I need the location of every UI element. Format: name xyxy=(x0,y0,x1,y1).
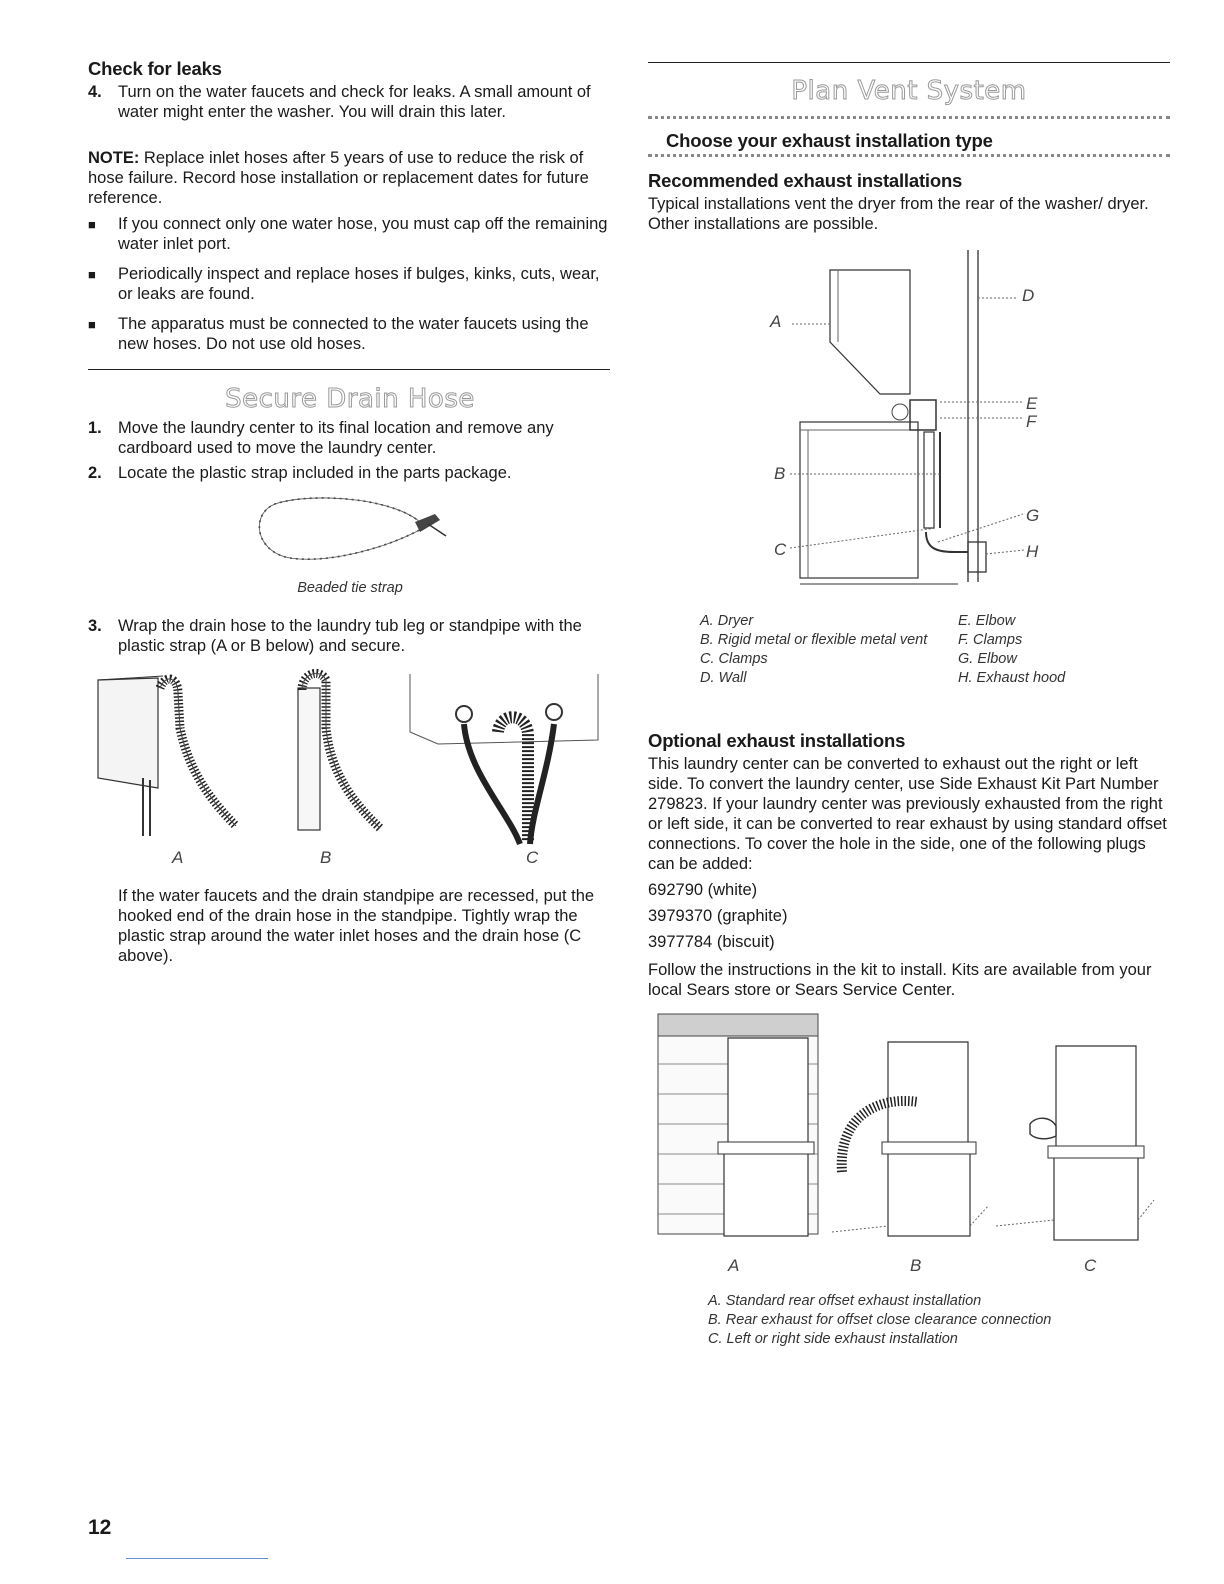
dotted-divider xyxy=(648,116,1170,119)
plug-item: 692790 (white) xyxy=(648,881,758,899)
choose-exhaust-heading: Choose your exhaust installation type xyxy=(666,130,993,151)
bullet-text: The apparatus must be connected to the water faucets using the new hoses. Do not use old hoses. xyxy=(118,315,589,353)
step-1 xyxy=(88,418,612,458)
diagram-label-b: B xyxy=(774,464,786,483)
exhaust-installation-diagram xyxy=(768,242,1058,602)
rear-offset-exhaust-illustration xyxy=(658,1014,838,1244)
note-paragraph xyxy=(88,148,612,208)
bullet-text: If you connect only one water hose, you must cap off the remaining water inlet port. xyxy=(118,215,608,253)
bullet-square-icon: ■ xyxy=(88,217,96,232)
step-4-number: 4. xyxy=(88,83,102,101)
recommended-text: Typical installations vent the dryer from the rear of the washer/ dryer. Other installations are possible. xyxy=(648,195,1149,233)
figure-label-c: C xyxy=(526,848,539,867)
step-3-text: Wrap the drain hose to the laundry tub leg or standpipe with the plastic strap (A or B below) and secure. xyxy=(118,617,582,655)
legend-item: B. Rigid metal or flexible metal vent xyxy=(700,632,928,648)
diagram-label-g: G xyxy=(1026,506,1040,525)
drain-hose-tub-illustration xyxy=(88,668,248,848)
bullet-item xyxy=(88,264,612,304)
close-clearance-exhaust-illustration xyxy=(838,1036,998,1246)
diagram-legend-left xyxy=(700,612,940,688)
bottom-figure-label-b: B xyxy=(910,1256,922,1275)
diagram-label-c: C xyxy=(774,540,787,559)
optional-text: This laundry center can be converted to exhaust out the right or left side. To convert the laundry center, use Side Exhaust Kit Part Number 279823. If your laundry center was previously exhausted from the right or left side, it can be converted to rear exhaust by using standard offset connections. To cover the hole in the side, one of the following plugs can be added: xyxy=(648,755,1167,873)
step-1-text: Move the laundry center to its final location and remove any cardboard used to move the laundry center. xyxy=(118,419,554,457)
legend-item: H. Exhaust hood xyxy=(958,670,1066,686)
check-leaks-heading: Check for leaks xyxy=(88,58,222,79)
step-3 xyxy=(88,616,612,656)
step-1-number: 1. xyxy=(88,419,102,437)
step-2-number: 2. xyxy=(88,464,102,482)
note-text: Replace inlet hoses after 5 years of use to reduce the risk of hose failure. Record hose installation or replacement dates for future reference. xyxy=(88,149,589,207)
drain-hose-recessed-illustration xyxy=(408,672,608,852)
drain-hose-standpipe-illustration xyxy=(288,668,398,848)
bullet-square-icon: ■ xyxy=(88,267,96,282)
footer-link-rule xyxy=(126,1558,268,1559)
recommended-heading: Recommended exhaust installations xyxy=(648,170,963,191)
secure-drain-hose-title: Secure Drain Hose xyxy=(225,384,475,414)
diagram-label-f: F xyxy=(1026,412,1037,431)
legend-item: F. Clamps xyxy=(958,632,1023,648)
step-2 xyxy=(88,463,612,483)
side-exhaust-illustration xyxy=(996,1040,1156,1246)
diagram-label-h: H xyxy=(1026,542,1039,561)
diagram-label-e: E xyxy=(1026,394,1038,413)
legend-item: C. Clamps xyxy=(700,651,768,667)
bullet-square-icon: ■ xyxy=(88,317,96,332)
diagram-legend-right xyxy=(958,612,1158,688)
bullet-item xyxy=(88,314,612,354)
dotted-divider xyxy=(648,154,1170,157)
legend-item: A. Dryer xyxy=(700,613,754,629)
bottom-figure-label-c: C xyxy=(1084,1256,1097,1275)
diagram-label-a: A xyxy=(770,312,782,331)
recessed-note: If the water faucets and the drain standpipe are recessed, put the hooked end of the drain hose in the standpipe. Tightly wrap the plastic strap around the water inlet hoses and the drain hose (C above). xyxy=(118,887,595,965)
strap-caption: Beaded tie strap xyxy=(297,580,403,596)
bottom-figure-captions xyxy=(708,1292,1170,1349)
beaded-tie-strap-illustration xyxy=(250,492,450,572)
bullet-text: Periodically inspect and replace hoses if bulges, kinks, cuts, wear, or leaks are found. xyxy=(118,265,600,303)
page-number: 12 xyxy=(88,1516,112,1539)
legend-item: E. Elbow xyxy=(958,613,1016,629)
step-2-text: Locate the plastic strap included in the parts package. xyxy=(118,464,512,482)
caption-item: A. Standard rear offset exhaust installation xyxy=(708,1293,982,1309)
section-divider xyxy=(88,369,610,370)
plug-item: 3977784 (biscuit) xyxy=(648,933,775,951)
optional-heading: Optional exhaust installations xyxy=(648,730,906,751)
caption-item: B. Rear exhaust for offset close clearance connection xyxy=(708,1312,1052,1328)
section-divider xyxy=(648,62,1170,63)
plan-vent-system-title: Plan Vent System xyxy=(791,76,1027,106)
follow-text: Follow the instructions in the kit to install. Kits are available from your local Sears store or Sears Service Center. xyxy=(648,961,1152,999)
figure-label-a: A xyxy=(172,848,184,867)
step-4-text: Turn on the water faucets and check for leaks. A small amount of water might enter the washer. You will drain this later. xyxy=(118,83,591,121)
plug-item: 3979370 (graphite) xyxy=(648,907,788,925)
step-3-number: 3. xyxy=(88,617,102,635)
legend-item: D. Wall xyxy=(700,670,747,686)
note-label: NOTE: xyxy=(88,149,140,167)
diagram-label-d: D xyxy=(1022,286,1035,305)
caption-item: C. Left or right side exhaust installation xyxy=(708,1331,958,1347)
bullet-item xyxy=(88,214,612,254)
bottom-figure-label-a: A xyxy=(728,1256,740,1275)
step-4 xyxy=(88,82,612,122)
figure-label-b: B xyxy=(320,848,332,867)
legend-item: G. Elbow xyxy=(958,651,1017,667)
